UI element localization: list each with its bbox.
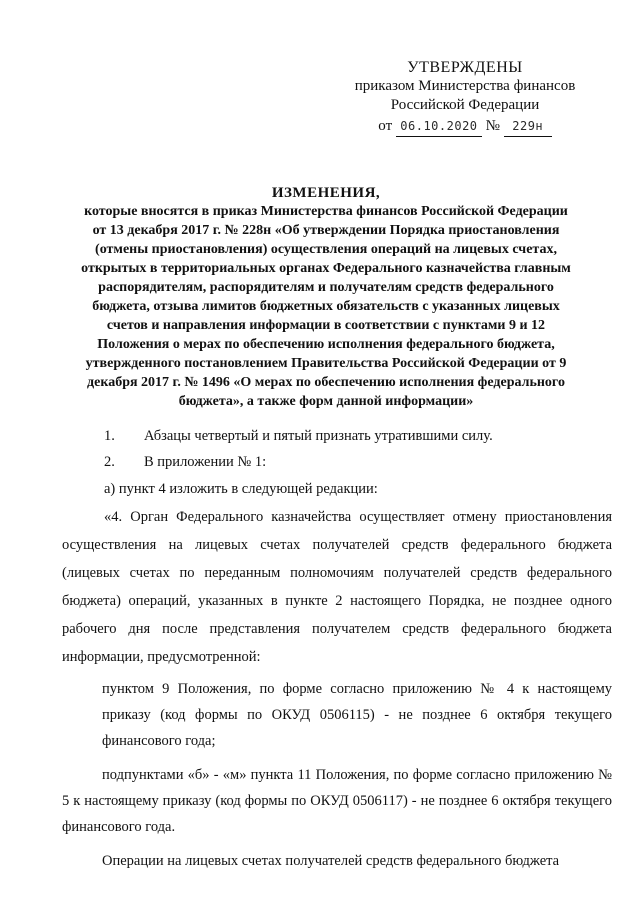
paragraph-point-11: подпунктами «б» - «м» пункта 11 Положения, по форме согласно приложению № 5 к настоящему приказу (код формы по ОКУД 0506117) - не позднее 6 октября текущего финансового года.: [62, 767, 612, 835]
paragraph-a: а) пункт 4 изложить в следующей редакции:: [104, 481, 378, 497]
order-number: 229н: [504, 117, 552, 137]
document-title: [76, 183, 576, 411]
list-item-number: 1.: [104, 428, 115, 444]
list-item-text: Абзацы четвертый и пятый признать утратившими силу.: [144, 428, 493, 444]
approval-line-country: Российской Федерации: [390, 97, 540, 113]
paragraph-point-4: «4. Орган Федерального казначейства осуществляет отмену приостановления осуществления на лицевых счетах получателей средств федерального бюджета (лицевых счетах по переданным полномочиям получателей средств федерального бюджета) операций, указанных в пункте 2 настоящего Порядка, не позднее одного рабочего дня после представления получателем средств федерального бюджета информации, предусмотренной:: [62, 509, 612, 665]
approved-label: УТВЕРЖДЕНЫ: [407, 59, 523, 76]
approval-line-ministry: приказом Министерства финансов: [354, 78, 576, 94]
paragraph-operations: Операции на лицевых счетах получателей средств федерального бюджета: [102, 853, 560, 869]
list-item-number: 2.: [104, 454, 115, 470]
date-prefix: от: [378, 118, 393, 134]
number-prefix: №: [485, 118, 500, 134]
approval-block: [330, 58, 600, 137]
title-heading: ИЗМЕНЕНИЯ,: [271, 185, 381, 201]
paragraph-point-9: пунктом 9 Положения, по форме согласно приложению № 4 к настоящему приказу (код формы по ОКУД 0506115) - не позднее 6 октября текущего финансового года;: [102, 681, 612, 749]
order-date: 06.10.2020: [396, 117, 482, 137]
list-item-text: В приложении № 1:: [144, 454, 267, 470]
approval-date-number: [330, 117, 600, 137]
list-item: [62, 423, 612, 449]
title-subtitle: которые вносятся в приказ Министерства финансов Российской Федерации от 13 декабря 2017 г. № 228н «Об утверждении Порядка приостановления (отмены приостановления) осуществления операций на лицевых счетах, открытых в территориальных органах Федерального казначейства главным распорядителям, распорядителям и получателям средств федерального бюджета, отзыва лимитов бюджетных обязательств с указанных лицевых счетов и направления информации в соответствии с пунктами 9 и 12 Положения о мерах по обеспечению исполнения федерального бюджета, утвержденного постановлением Правительства Российской Федерации от 9 декабря 2017 г. № 1496 «О мерах по обеспечению исполнения федерального бюджета», а также форм данной информации»: [81, 204, 571, 409]
list-item: [62, 449, 612, 475]
document-body: [62, 423, 612, 874]
